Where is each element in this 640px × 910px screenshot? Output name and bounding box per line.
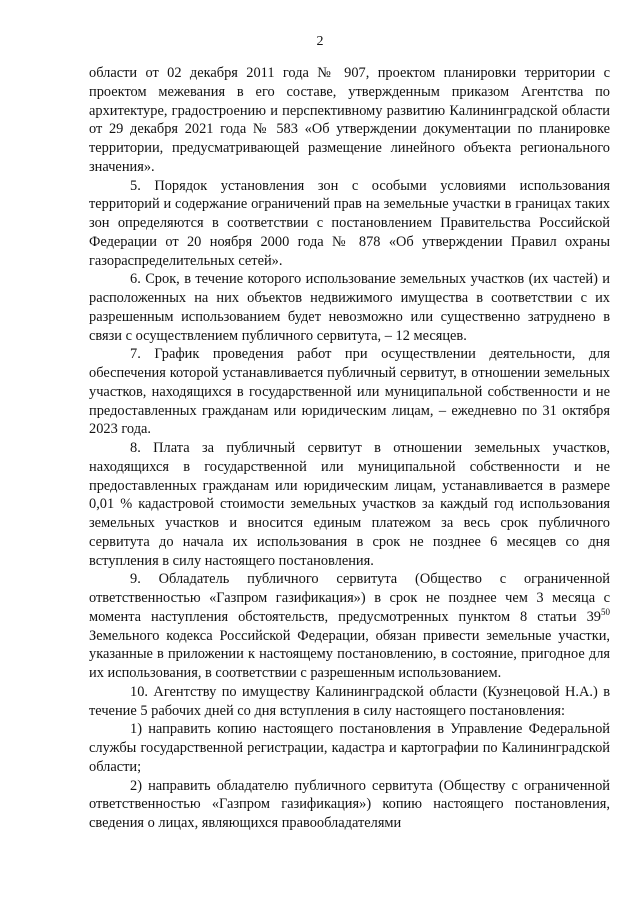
paragraph-continuation: области от 02 декабря 2011 года № 907, проектом планировки территории с проектом межевания в его составе, утвержденным приказом Агентства по архитектуре, градостроению и перспективному развитию Калининградской области от 29 декабря 2021 года № 583 «Об утверждении документации по планировке территории, предусматривающей размещение линейного объекта регионального значения».	[89, 65, 610, 175]
paragraph-5-protection-zones: 5. Порядок установления зон с особыми условиями использования территорий и содержание ограничений прав на земельные участки в границах таких зон определяются в соответствии с постановлением Правительства Российской Федерации от 20 ноября 2000 года № 878 «Об утверждении Правил охраны газораспределительных сетей».	[89, 177, 610, 269]
paragraph-7-work-schedule: 7. График проведения работ при осуществлении деятельности, для обеспечения которой устанавливается публичный сервитут, в отношении земельных участков, находящихся в государственной или муниципальной собственности и не предоставленных гражданам или юридическим лицам, – ежедневно по 31 октября 2023 года.	[89, 346, 610, 438]
paragraph-6-servitude-term: 6. Срок, в течение которого использование земельных участков (их частей) и расположенных на них объектов недвижимого имущества в соответствии с их разрешенным использованием будет невозможно или существенно затруднено в связи с осуществлением публичного сервитута, – 12 месяцев.	[89, 271, 610, 344]
paragraph-10-item-2: 2) направить обладателю публичного сервитута (Обществу с ограниченной ответственностью «Газпром газификация») копию настоящего постановления, сведения о лицах, являющихся правообладателями	[89, 777, 610, 831]
paragraph-10-item-1: 1) направить копию настоящего постановления в Управление Федеральной службы государственной регистрации, кадастра и картографии по Калининградской области;	[89, 721, 610, 775]
paragraph-10-agency-instructions: 10. Агентству по имуществу Калининградской области (Кузнецовой Н.А.) в течение 5 рабочих дней со дня вступления в силу настоящего постановления:	[89, 683, 610, 719]
document-body	[89, 64, 610, 833]
paragraph-9-holder-obligations	[89, 570, 610, 683]
article-superscript: 50	[601, 606, 610, 617]
paragraph-9-text-before: 9. Обладатель публичного сервитута (Общество с ограниченной ответственностью «Газпром газификация») в срок не позднее чем 3 месяца с момента наступления обстоятельств, предусмотренных пунктом 8 статьи 39	[89, 571, 610, 625]
page-number: 2	[316, 34, 324, 49]
paragraph-9-text-after: Земельного кодекса Российской Федерации, обязан привести земельные участки, указанные в приложении к настоящему постановлению, в состояние, пригодное для их использования, в соответствии с разрешенным использованием.	[89, 627, 610, 681]
paragraph-8-servitude-fee: 8. Плата за публичный сервитут в отношении земельных участков, находящихся в государственной или муниципальной собственности и не предоставленных гражданам или юридическим лицам, устанавливается в размере 0,01 % кадастровой стоимости земельных участков за каждый год использования земельных участков и вносится единым платежом за весь срок публичного сервитута до начала их использования в срок не позднее 6 месяцев со дня вступления в силу настоящего постановления.	[89, 440, 610, 569]
